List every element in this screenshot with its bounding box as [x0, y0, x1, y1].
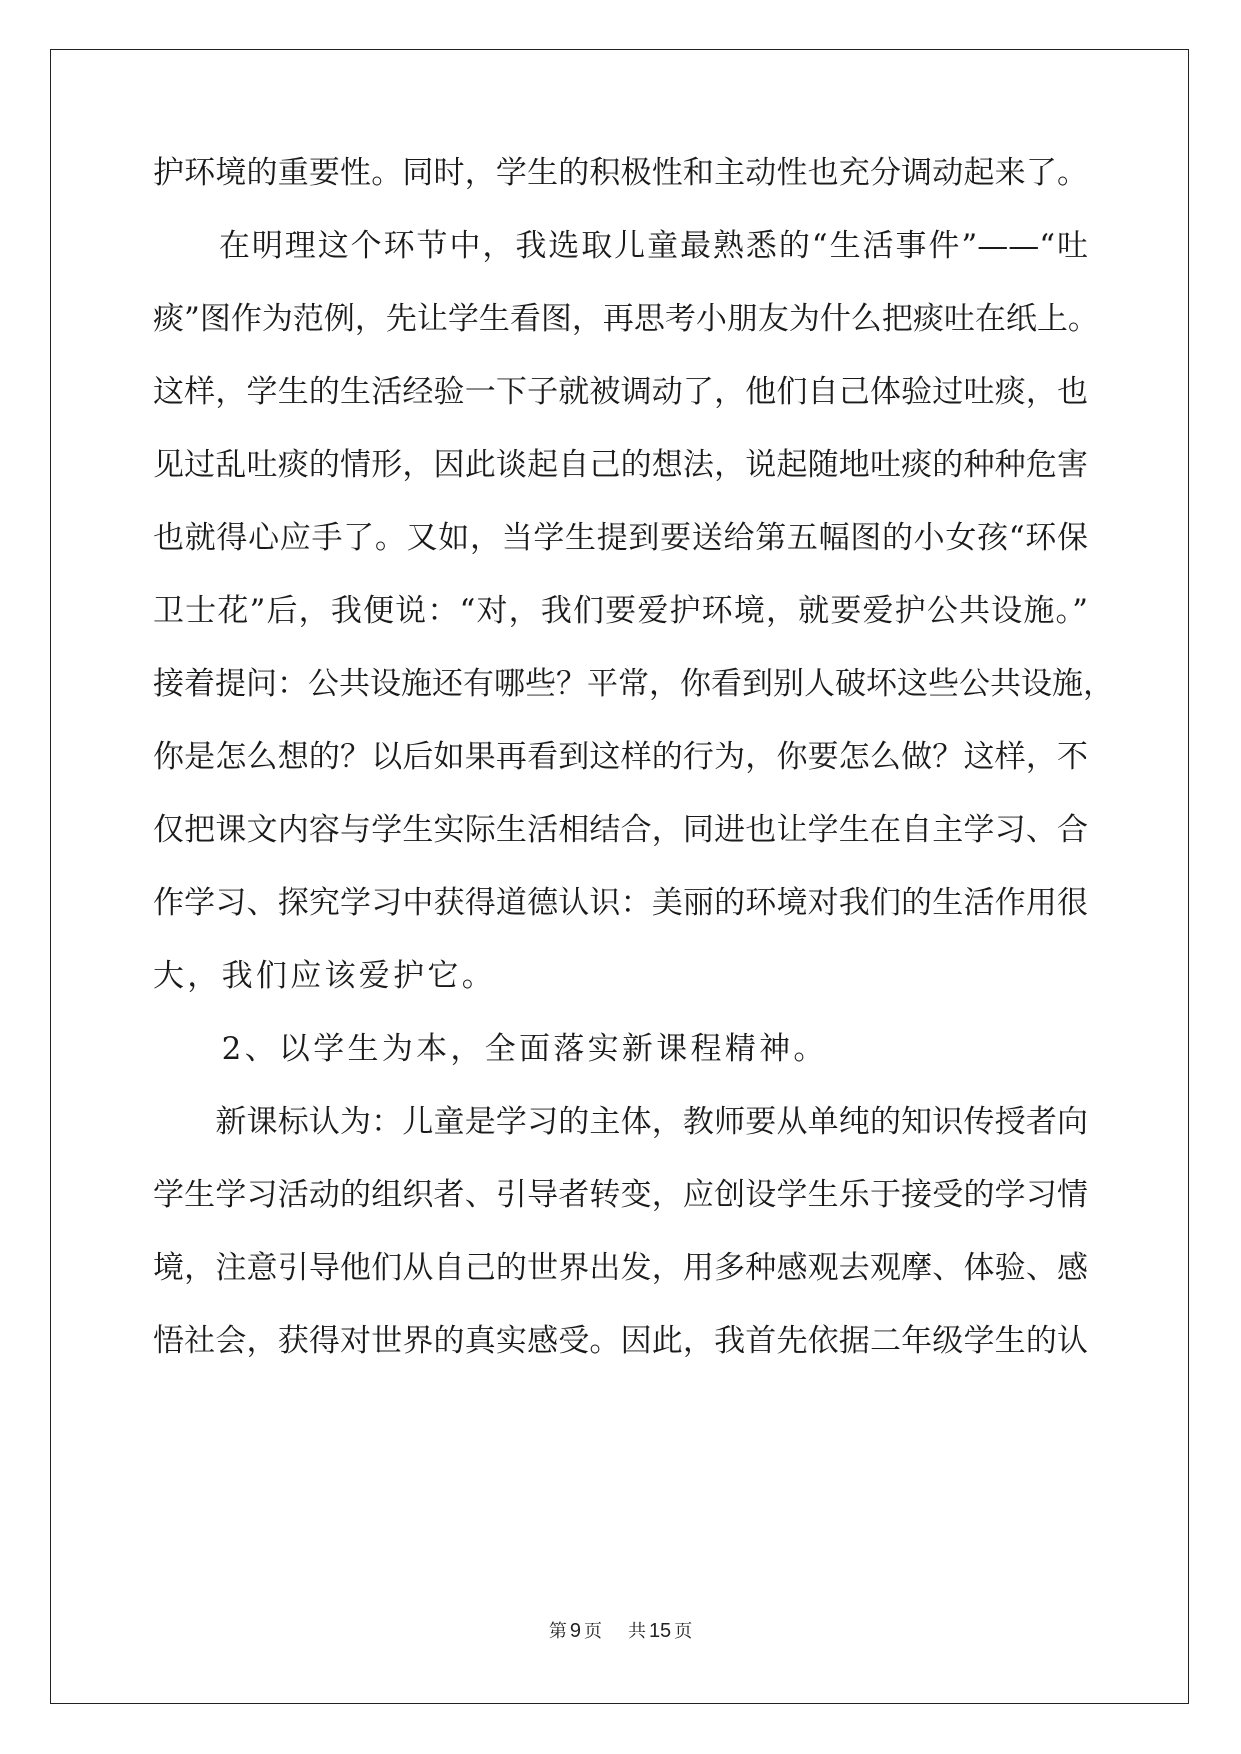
page-label-prefix: 第 — [548, 1621, 567, 1642]
body-line: 作学习、探究学习中获得道德认识：美丽的环境对我们的生活作用很 — [153, 885, 1088, 921]
page-label-suffix: 页 — [583, 1621, 602, 1642]
body-line: 这样，学生的生活经验一下子就被调动了，他们自己体验过吐痰，也 — [153, 374, 1088, 410]
section-heading: 2、以学生为本，全面落实新课程精神。 — [153, 1031, 828, 1067]
page-footer — [0, 1619, 1241, 1644]
total-label-prefix: 共 — [627, 1621, 646, 1642]
body-line: 大，我们应该爱护它。 — [153, 958, 496, 994]
body-line: 学生学习活动的组织者、引导者转变，应创设学生乐于接受的学习情 — [153, 1177, 1088, 1213]
body-line: 在明理这个环节中，我选取儿童最熟悉的“生活事件”——“吐 — [153, 228, 1088, 264]
body-line: 痰”图作为范例，先让学生看图，再思考小朋友为什么把痰吐在纸上。 — [153, 301, 1099, 337]
body-line: 你是怎么想的？以后如果再看到这样的行为，你要怎么做？这样，不 — [153, 739, 1088, 775]
body-line: 见过乱吐痰的情形，因此谈起自己的想法，说起随地吐痰的种种危害 — [153, 447, 1088, 483]
total-label-suffix: 页 — [674, 1621, 693, 1642]
body-line: 悟社会，获得对世界的真实感受。因此，我首先依据二年级学生的认 — [153, 1323, 1088, 1359]
body-line: 境，注意引导他们从自己的世界出发，用多种感观去观摩、体验、感 — [153, 1250, 1088, 1286]
page-border — [50, 49, 1189, 1704]
body-line: 也就得心应手了。又如，当学生提到要送给第五幅图的小女孩“环保 — [153, 520, 1088, 556]
body-line: 卫士花”后，我便说：“对，我们要爱护环境，就要爱护公共设施。” — [153, 593, 1088, 629]
body-line: 仅把课文内容与学生实际生活相结合，同进也让学生在自主学习、合 — [153, 812, 1088, 848]
body-line: 接着提问：公共设施还有哪些？平常，你看到别人破坏这些公共设施， — [153, 666, 1114, 702]
body-line: 新课标认为：儿童是学习的主体，教师要从单纯的知识传授者向 — [153, 1104, 1088, 1140]
total-pages: 15 — [648, 1620, 672, 1642]
page-number: 9 — [569, 1620, 581, 1642]
body-line: 护环境的重要性。同时，学生的积极性和主动性也充分调动起来了。 — [153, 155, 1088, 191]
